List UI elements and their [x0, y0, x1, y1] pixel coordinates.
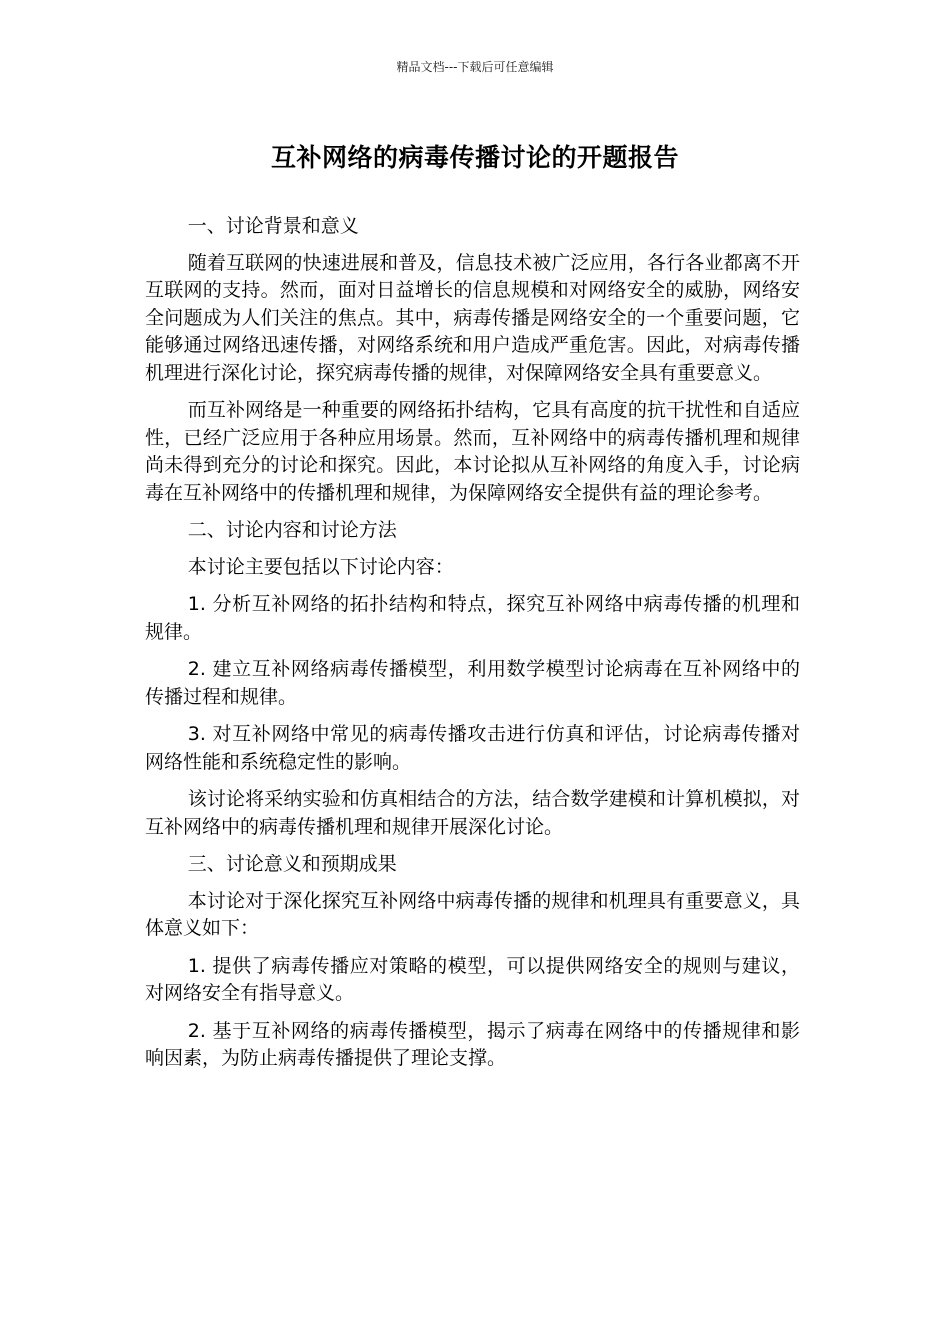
section-heading-significance: 三、讨论意义和预期成果 [187, 853, 397, 875]
paragraph: 随着互联网的快速进展和普及，信息技术被广泛应用，各行各业都离不开互联网的支持。然而，面对日益增长的信息规模和对网络安全的威胁，网络安全问题成为人们关注的焦点。其中，病毒传播是网络安全的一个重要问题，它能够通过网络迅速传播，对网络系统和用户造成严重危害。因此，对病毒传播机理进行深化讨论，探究病毒传播的规律，对保障网络安全具有重要意义。 [145, 251, 800, 384]
list-item: 2. 基于互补网络的病毒传播模型，揭示了病毒在网络中的传播规律和影响因素，为防止病毒传播提供了理论支撑。 [145, 1019, 800, 1069]
list-item: 2. 建立互补网络病毒传播模型，利用数学模型讨论病毒在互补网络中的传播过程和规律。 [145, 658, 800, 708]
document-title: 互补网络的病毒传播讨论的开题报告 [270, 143, 679, 172]
paragraph: 该讨论将采纳实验和仿真相结合的方法，结合数学建模和计算机模拟，对互补网络中的病毒传播机理和规律开展深化讨论。 [145, 788, 800, 838]
paragraph: 本讨论对于深化探究互补网络中病毒传播的规律和机理具有重要意义，具体意义如下： [145, 889, 800, 939]
page-header: 精品文档---下载后可任意编辑 [396, 60, 554, 74]
paragraph: 本讨论主要包括以下讨论内容： [187, 555, 454, 578]
paragraph: 而互补网络是一种重要的网络拓扑结构，它具有高度的抗干扰性和自适应性，已经广泛应用于各种应用场景。然而，互补网络中的病毒传播机理和规律尚未得到充分的讨论和探究。因此，本讨论拟从互补网络的角度入手，讨论病毒在互补网络中的传播机理和规律，为保障网络安全提供有益的理论参考。 [145, 399, 800, 504]
list-item: 1. 分析互补网络的拓扑结构和特点，探究互补网络中病毒传播的机理和规律。 [145, 593, 800, 643]
document-body [145, 213, 800, 1083]
list-item: 1. 提供了病毒传播应对策略的模型，可以提供网络安全的规则与建议，对网络安全有指导意义。 [145, 954, 800, 1004]
section-heading-content-methods: 二、讨论内容和讨论方法 [187, 519, 397, 541]
section-heading-background: 一、讨论背景和意义 [187, 215, 359, 237]
list-item: 3. 对互补网络中常见的病毒传播攻击进行仿真和评估，讨论病毒传播对网络性能和系统稳定性的影响。 [145, 723, 800, 773]
